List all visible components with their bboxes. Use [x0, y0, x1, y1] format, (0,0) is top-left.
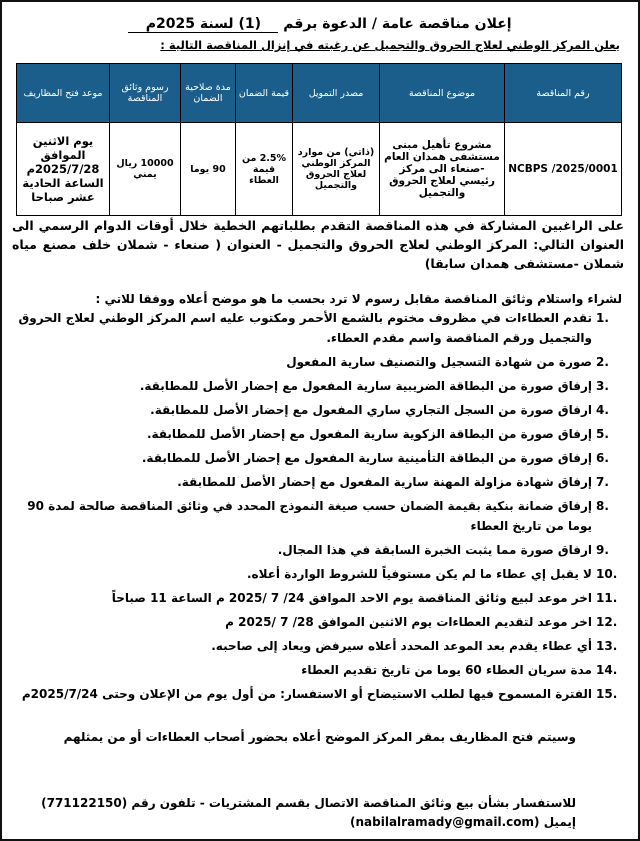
list-item: 13. أي عطاء يقدم بعد الموعد المحدد أعلاه سيرفض ويعاد إلى صاحبه.: [211, 639, 618, 653]
tender-table: [16, 63, 622, 216]
table-row: [17, 123, 622, 216]
cell-opening-date: يوم الاثنين الموافق 2025/7/28م الساعة الحادية عشر صباحا: [17, 123, 110, 216]
requirements-list: [12, 308, 622, 708]
cell-tender-subject: مشروع تأهيل مبنى مستشفى همدان العام -صنعاء الى مركز رئيسي لعلاج الحروق والتجميل: [380, 123, 505, 216]
list-item: 2. صورة من شهادة التسجيل والتصنيف سارية المفعول: [286, 355, 609, 369]
list-item: 10. لا يقبل إي عطاء ما لم يكن مستوفياً للشروط الواردة أعلاه.: [246, 567, 618, 581]
purchase-note: لشراء واستلام وثائق المناقصة مقابل رسوم لا ترد بحسب ما هو موضح أعلاه ووفقا للاتي :: [95, 292, 622, 306]
header-guarantee-validity: مدة صلاحية الضمان: [181, 64, 236, 123]
list-item: 1. تقدم العطاءات في مظروف مختوم بالشمع الأحمر ومكتوب عليه اسم المركز الوطني لعلاج الحروق والتجميل ورقم المناقصة واسم مقدم العطاء.: [18, 311, 609, 345]
list-item: 12. اخر موعد لتقديم العطاءات يوم الاثنين الموافق 28/ 7 /2025 م: [225, 615, 618, 629]
cell-funding-source: (ذاتي) من موارد المركز الوطني لعلاج الحروق والتجميل: [293, 123, 380, 216]
header-tender-number: رقم المناقصة: [505, 64, 622, 123]
list-item: 7. إرفاق شهادة مزاولة المهنة سارية المفعول مع إحضار الأصل للمطابقة.: [177, 475, 609, 489]
list-item: 8. إرفاق ضمانة بنكية بقيمة الضمان حسب صيغة النموذج المحدد في وثائق المناقصة صالحة لمدة 90 يوما من تاريخ العطاء: [27, 499, 609, 533]
contact-email-label: إيميل: [543, 815, 576, 829]
announcement-subtitle: يعلن المركز الوطني لعلاج الحروق والتجميل عن رغبته في إنزال المناقصة التالية :: [160, 38, 620, 52]
header-guarantee-value: قيمة الضمان: [236, 64, 293, 123]
cell-guarantee-value: 2.5% من قيمة العطاء: [236, 123, 293, 216]
list-item: 11. اخر موعد لبيع وثائق المناقصة يوم الاحد الموافق 24/ 7 /2025 م الساعة 11 صباحاً: [111, 591, 618, 605]
cell-guarantee-validity: 90 يوما: [181, 123, 236, 216]
list-item: 6. إرفاق صورة من البطاقة التأمينية سارية المفعول مع إحضار الأصل للمطابقة.: [141, 451, 609, 465]
header-opening-date: موعد فتح المظاريف: [17, 64, 110, 123]
list-item: 4. ارفاق صورة من السجل التجاري ساري المفعول مع إحضار الأصل للمطابقة.: [150, 403, 609, 417]
list-item: 15. الفترة المسموح فيها لطلب الاستيضاح أو الاستفسار: من أول يوم من الإعلان وحتى 2025/7/24م: [21, 687, 618, 701]
list-item: 9. ارفاق صورة مما يثبت الخبرة السابقة في هذا المجال.: [277, 543, 609, 557]
contact-phone: (771122150): [41, 796, 128, 810]
list-item: 5. إرفاق صورة من البطاقة الزكوية سارية المفعول مع إحضار الأصل للمطابقة.: [146, 427, 609, 441]
intro-paragraph: على الراغبين المشاركة في هذه المناقصة التقدم بطلباتهم الخطية خلال أوقات الدوام الرسمي الى العنوان التالي: المركز الوطني لعلاج الحروق والتجميل - العنوان ( صنعاء - شملان خلف مصنع مياه شملان -مستشفى همدان سابقا): [12, 218, 624, 271]
cell-document-fees: 10000 ريال يمني: [110, 123, 181, 216]
list-item: 14. مدة سريان العطاء 60 يوما من تاريخ تقديم العطاء: [301, 663, 618, 677]
contact-text: للاستفسار بشأن بيع وثائق المناقصة الاتصال بقسم المشتريات - تلفون رقم: [131, 796, 576, 810]
contact-info: [14, 794, 576, 832]
table-header-row: [17, 64, 622, 123]
opening-note: وسيتم فتح المظاريف بمقر المركز الموضح أعلاه بحضور أصحاب العطاءات أو من يمثلهم: [63, 730, 576, 744]
header-document-fees: رسوم وثائق المناقصة: [110, 64, 181, 123]
contact-email: (nabilalramady@gmail.com): [350, 815, 540, 829]
header-funding-source: مصدر التمويل: [293, 64, 380, 123]
announcement-number: (1) لسنة 2025م: [128, 16, 278, 33]
cell-tender-number: NCBPS /2025/0001: [505, 123, 622, 216]
header-tender-subject: موضوع المناقصة: [380, 64, 505, 123]
list-item: 3. إرفاق صورة من البطاقة الضريبية سارية المفعول مع إحضار الأصل للمطابقة.: [139, 379, 609, 393]
announcement-title: إعلان مناقصة عامة / الدعوة برقم (1) لسنة 2025م: [2, 16, 638, 33]
